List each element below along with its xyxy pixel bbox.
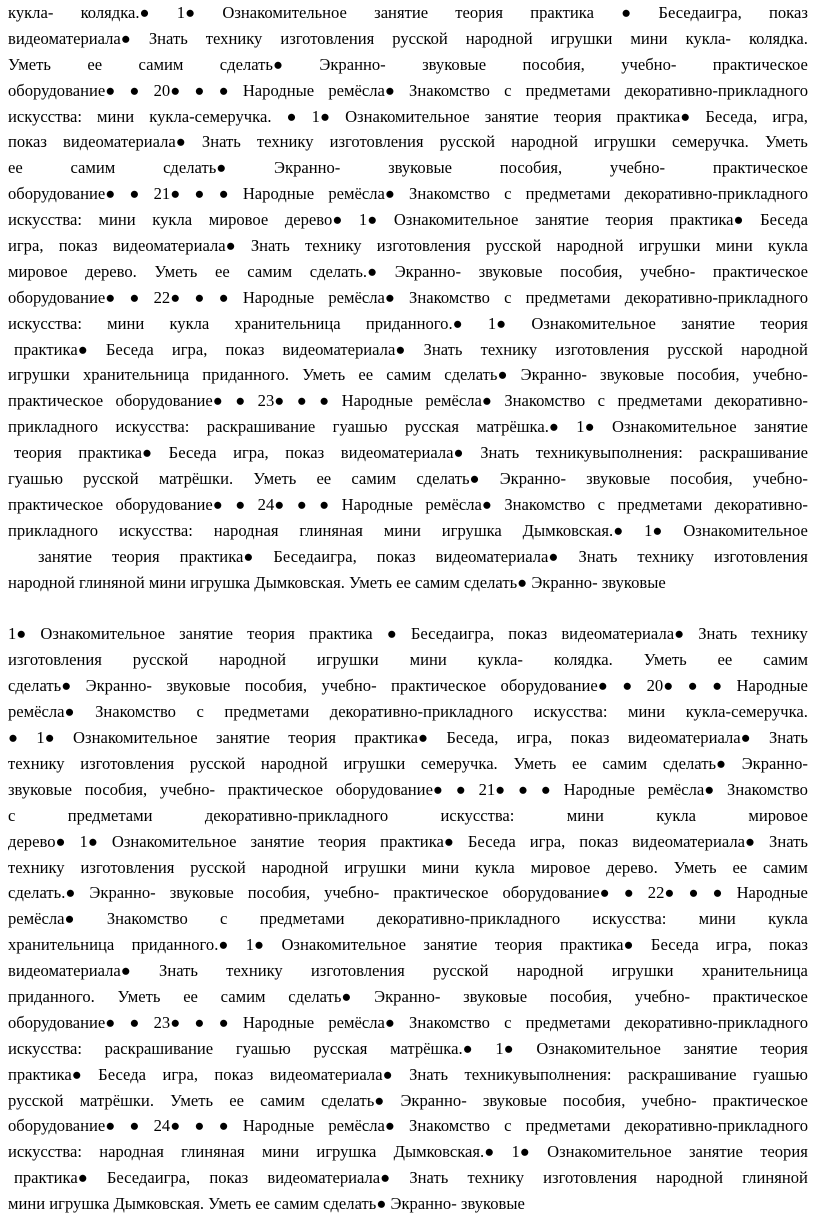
text-block-second: [8, 621, 808, 1216]
document-page: [8, 0, 808, 1217]
text-line: практическое оборудование● ● 24● ● ● Народные ремёсла● Знакомство с предметами декоративно-: [8, 494, 808, 514]
text-line: 1● Ознакомительное занятие теория практика ● Беседаигра, показ видеоматериала● Знать технику: [8, 624, 808, 644]
text-line: звуковые пособия, учебно- практическое оборудование● ● 21● ● ● Народные ремёсла● Знакомство: [8, 779, 808, 799]
text-line: сделать.● Экранно- звуковые пособия, учебно- практическое оборудование● ● 22● ● ● Народные: [8, 883, 808, 903]
text-line: видеоматериала● Знать технику изготовления русской народной игрушки мини кукла- колядка.: [8, 28, 808, 48]
text-line: искусства: мини кукла хранительница приданного.● 1● Ознакомительное занятие теория: [8, 313, 808, 333]
text-line: мировое дерево. Уметь ее самим сделать.● Экранно- звуковые пособия, учебно- практическое: [8, 261, 808, 281]
text-line: ● 1● Ознакомительное занятие теория практика● Беседа, игра, показ видеоматериала● Знать: [8, 728, 808, 748]
text-line: показ видеоматериала● Знать технику изготовления русской народной игрушки семеручка. Уметь: [8, 132, 808, 152]
text-line: ремёсла● Знакомство с предметами декоративно-прикладного искусства: мини кукла-семеручка.: [8, 702, 808, 722]
text-line: народной глиняной мини игрушка Дымковская. Уметь ее самим сделать● Экранно- звуковые: [8, 572, 666, 592]
text-line: кукла- колядка.● 1● Ознакомительное занятие теория практика ● Беседаигра, показ: [8, 3, 808, 22]
text-line: искусства: мини кукла-семеручка. ● 1● Ознакомительное занятие теория практика● Беседа, игра,: [8, 106, 808, 126]
text-line: оборудование● ● 24● ● ● Народные ремёсла● Знакомство с предметами декоративно-прикладного: [8, 1116, 808, 1136]
text-line: с предметами декоративно-прикладного искусства: мини кукла мировое: [8, 805, 808, 825]
text-line: мини игрушка Дымковская. Уметь ее самим сделать● Экранно- звуковые: [8, 1194, 525, 1214]
text-line: приданного. Уметь ее самим сделать● Экранно- звуковые пособия, учебно- практическое: [8, 986, 808, 1006]
text-line: искусства: мини кукла мировое дерево● 1● Ознакомительное занятие теория практика● Беседа: [8, 210, 808, 230]
text-line: оборудование● ● 21● ● ● Народные ремёсла● Знакомство с предметами декоративно-прикладного: [8, 184, 808, 204]
text-line: прикладного искусства: раскрашивание гуашью русская матрёшка.● 1● Ознакомительное занятие: [8, 417, 808, 437]
text-line: Уметь ее самим сделать● Экранно- звуковые пособия, учебно- практическое: [8, 54, 808, 74]
text-line: технику изготовления русской народной игрушки мини кукла мировое дерево. Уметь ее самим: [8, 857, 808, 877]
block-gap: [8, 595, 808, 621]
text-line: изготовления русской народной игрушки мини кукла- колядка. Уметь ее самим: [8, 650, 808, 670]
text-line: искусства: раскрашивание гуашью русская матрёшка.● 1● Ознакомительное занятие теория: [8, 1038, 808, 1058]
text-line: гуашью русской матрёшки. Уметь ее самим сделать● Экранно- звуковые пособия, учебно-: [8, 469, 808, 489]
text-line: практика● Беседа игра, показ видеоматериала● Знать технику изготовления русской народной: [14, 339, 808, 359]
text-line: оборудование● ● 20● ● ● Народные ремёсла● Знакомство с предметами декоративно-прикладного: [8, 80, 808, 100]
text-line: дерево● 1● Ознакомительное занятие теория практика● Беседа игра, показ видеоматериала● Знать: [8, 831, 808, 851]
text-line: практическое оборудование● ● 23● ● ● Народные ремёсла● Знакомство с предметами декоративно-: [8, 391, 808, 411]
text-line: игрушки хранительница приданного. Уметь ее самим сделать● Экранно- звуковые пособия, учебно-: [8, 365, 808, 385]
text-line: русской матрёшки. Уметь ее самим сделать● Экранно- звуковые пособия, учебно- практическое: [8, 1090, 808, 1110]
text-block-first: [8, 0, 808, 595]
text-line: занятие теория практика● Беседаигра, показ видеоматериала● Знать технику изготовления: [38, 546, 808, 566]
text-line: теория практика● Беседа игра, показ видеоматериала● Знать техникувыполнения: раскрашивание: [14, 443, 808, 463]
text-line: сделать● Экранно- звуковые пособия, учебно- практическое оборудование● ● 20● ● ● Народные: [8, 676, 808, 696]
text-line: видеоматериала● Знать технику изготовления русской народной игрушки хранительница: [8, 961, 808, 981]
text-line: практика● Беседа игра, показ видеоматериала● Знать техникувыполнения: раскрашивание гуашью: [8, 1064, 808, 1084]
text-line: ее самим сделать● Экранно- звуковые пособия, учебно- практическое: [8, 158, 808, 178]
text-line: оборудование● ● 23● ● ● Народные ремёсла● Знакомство с предметами декоративно-прикладного: [8, 1012, 808, 1032]
text-line: оборудование● ● 22● ● ● Народные ремёсла● Знакомство с предметами декоративно-прикладного: [8, 287, 808, 307]
text-line: прикладного искусства: народная глиняная мини игрушка Дымковская.● 1● Ознакомительное: [8, 520, 808, 540]
text-line: технику изготовления русской народной игрушки семеручка. Уметь ее самим сделать● Экранно-: [8, 753, 808, 773]
text-line: практика● Беседаигра, показ видеоматериала● Знать технику изготовления народной глиняной: [14, 1168, 808, 1188]
text-line: искусства: народная глиняная мини игрушка Дымковская.● 1● Ознакомительное занятие теория: [8, 1142, 808, 1162]
text-line: хранительница приданного.● 1● Ознакомительное занятие теория практика● Беседа игра, показ: [8, 935, 808, 955]
text-line: ремёсла● Знакомство с предметами декоративно-прикладного искусства: мини кукла: [8, 909, 808, 929]
text-line: игра, показ видеоматериала● Знать технику изготовления русской народной игрушки мини кукла: [8, 236, 808, 256]
